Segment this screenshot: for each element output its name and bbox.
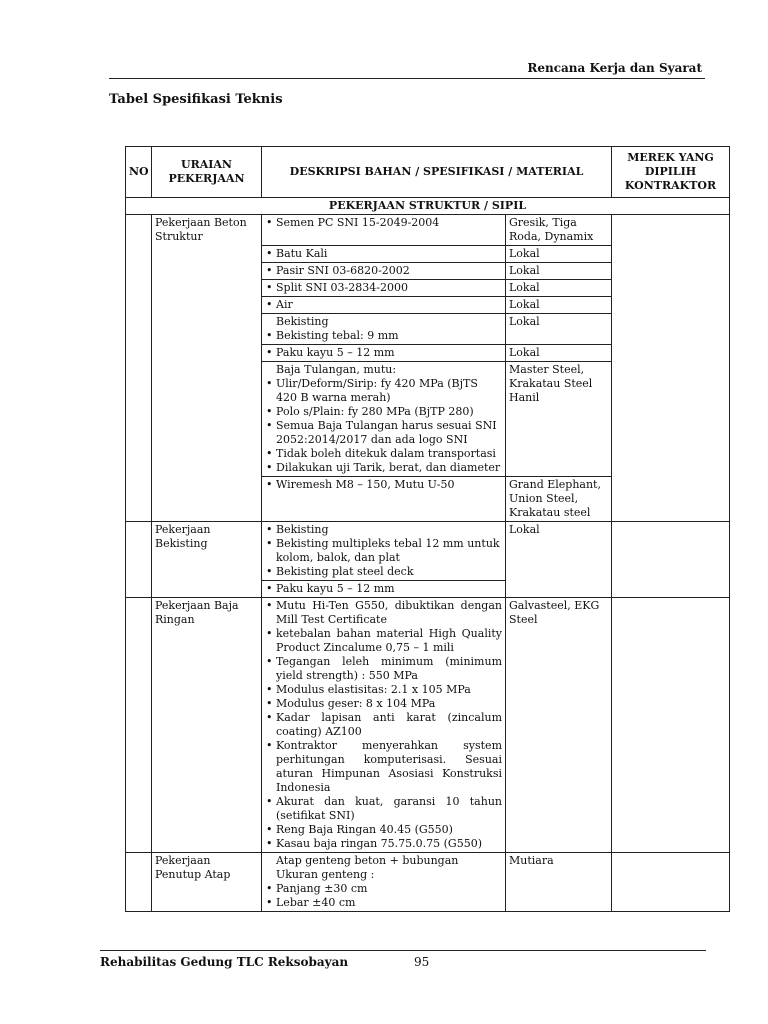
- list-item: • Modulus elastisitas: 2.1 x 105 MPa: [265, 683, 502, 697]
- uraian-beton: Pekerjaan Beton Struktur: [152, 215, 262, 522]
- desc-cell: [262, 263, 506, 280]
- brand-cell: Lokal: [506, 263, 612, 280]
- table-row: [126, 598, 730, 853]
- header-uraian: URAIAN PEKERJAAN: [152, 147, 262, 198]
- cell-no: [126, 598, 152, 853]
- desc-cell: [262, 522, 506, 581]
- desc-cell: [262, 246, 506, 263]
- list-item: • Air: [265, 298, 502, 312]
- list-item: • Paku kayu 5 – 12 mm: [265, 582, 502, 596]
- brand-cell: Lokal: [506, 280, 612, 297]
- brand-cell: Lokal: [506, 297, 612, 314]
- merek-cell: [612, 853, 730, 912]
- cell-no: [126, 522, 152, 598]
- list-item: • Bekisting multipleks tebal 12 mm untuk kolom, balok, dan plat: [265, 537, 502, 565]
- brand-cell: Grand Elephant, Union Steel, Krakatau steel: [506, 477, 612, 522]
- merek-cell: [612, 598, 730, 853]
- desc-cell: [262, 280, 506, 297]
- list-item: • Bekisting plat steel deck: [265, 565, 502, 579]
- list-item: • Paku kayu 5 – 12 mm: [265, 346, 502, 360]
- list-item: • Batu Kali: [265, 247, 502, 261]
- cell-no: [126, 215, 152, 522]
- desc-heading: Atap genteng beton + bubungan: [276, 854, 459, 867]
- brand-cell: Master Steel, Krakatau Steel Hanil: [506, 362, 612, 477]
- uraian-baja-ringan: Pekerjaan Baja Ringan: [152, 598, 262, 853]
- header-no: NO: [126, 147, 152, 198]
- list-item: • Ulir/Deform/Sirip: fy 420 MPa (BjTS 420 B warna merah): [265, 377, 502, 405]
- list-item: • Split SNI 03-2834-2000: [265, 281, 502, 295]
- section-title: PEKERJAAN STRUKTUR / SIPIL: [126, 198, 730, 215]
- uraian-penutup-atap: Pekerjaan Penutup Atap: [152, 853, 262, 912]
- list-item: • Bekisting: [265, 523, 502, 537]
- list-item: • Reng Baja Ringan 40.45 (G550): [265, 823, 502, 837]
- table-row: [126, 853, 730, 912]
- list-item: • Wiremesh M8 – 150, Mutu U-50: [265, 478, 502, 492]
- list-item: • Polo s/Plain: fy 280 MPa (BjTP 280): [265, 405, 502, 419]
- cell-no: [126, 853, 152, 912]
- brand-cell: Mutiara: [506, 853, 612, 912]
- spec-table: [125, 146, 730, 912]
- brand-cell: Lokal: [506, 246, 612, 263]
- footer-rule: [100, 950, 706, 951]
- desc-cell: [262, 362, 506, 477]
- desc-heading: Baja Tulangan, mutu:: [276, 363, 397, 376]
- footer-title: Rehabilitas Gedung TLC Reksobayan: [100, 955, 349, 969]
- desc-cell: [262, 314, 506, 345]
- list-item: • Modulus geser: 8 x 104 MPa: [265, 697, 502, 711]
- merek-cell: [612, 215, 730, 522]
- header-rule: [109, 78, 705, 79]
- header-deskripsi: DESKRIPSI BAHAN / SPESIFIKASI / MATERIAL: [262, 147, 612, 198]
- desc-cell: [262, 598, 506, 853]
- table-row: [126, 215, 730, 246]
- list-item: • Tidak boleh ditekuk dalam transportasi: [265, 447, 502, 461]
- desc-heading: Ukuran genteng :: [276, 868, 375, 881]
- uraian-bekisting: Pekerjaan Bekisting: [152, 522, 262, 598]
- list-item: • Dilakukan uji Tarik, berat, dan diameter: [265, 461, 502, 475]
- list-item: • Semua Baja Tulangan harus sesuai SNI 2052:2014/2017 dan ada logo SNI: [265, 419, 502, 447]
- list-item: • Panjang ±30 cm: [265, 882, 502, 896]
- list-item: • Mutu Hi-Ten G550, dibuktikan dengan Mill Test Certificate: [265, 599, 502, 627]
- section-row: [126, 198, 730, 215]
- header-merek: MEREK YANG DIPILIH KONTRAKTOR: [612, 147, 730, 198]
- brand-cell: Lokal: [506, 314, 612, 345]
- desc-heading: Bekisting: [276, 315, 329, 328]
- brand-cell: Galvasteel, EKG Steel: [506, 598, 612, 853]
- brand-cell: Lokal: [506, 345, 612, 362]
- page-title: Tabel Spesifikasi Teknis: [109, 92, 283, 107]
- list-item: • Kontraktor menyerahkan system perhitungan komputerisasi. Sesuai aturan Himpunan Asosiasi Konstruksi Indonesia: [265, 739, 502, 795]
- list-item: • Tegangan leleh minimum (minimum yield strength) : 550 MPa: [265, 655, 502, 683]
- list-item: • Bekisting tebal: 9 mm: [265, 329, 502, 343]
- desc-cell: [262, 345, 506, 362]
- desc-cell: [262, 581, 506, 598]
- desc-cell: [262, 477, 506, 522]
- table-row: [126, 522, 730, 581]
- list-item: • Lebar ±40 cm: [265, 896, 502, 910]
- desc-cell: [262, 215, 506, 246]
- merek-cell: [612, 522, 730, 598]
- page-number: 95: [414, 955, 430, 969]
- desc-cell: [262, 853, 506, 912]
- list-item: • Kasau baja ringan 75.75.0.75 (G550): [265, 837, 502, 851]
- table-header-row: [126, 147, 730, 198]
- brand-cell: Gresik, Tiga Roda, Dynamix: [506, 215, 612, 246]
- desc-cell: [262, 297, 506, 314]
- brand-cell: Lokal: [506, 522, 612, 598]
- list-item: • Akurat dan kuat, garansi 10 tahun (setifikat SNI): [265, 795, 502, 823]
- list-item: • Pasir SNI 03-6820-2002: [265, 264, 502, 278]
- list-item: • ketebalan bahan material High Quality Product Zincalume 0,75 – 1 mili: [265, 627, 502, 655]
- list-item: • Semen PC SNI 15-2049-2004: [265, 216, 502, 230]
- running-header: Rencana Kerja dan Syarat: [527, 61, 702, 75]
- list-item: • Kadar lapisan anti karat (zincalum coating) AZ100: [265, 711, 502, 739]
